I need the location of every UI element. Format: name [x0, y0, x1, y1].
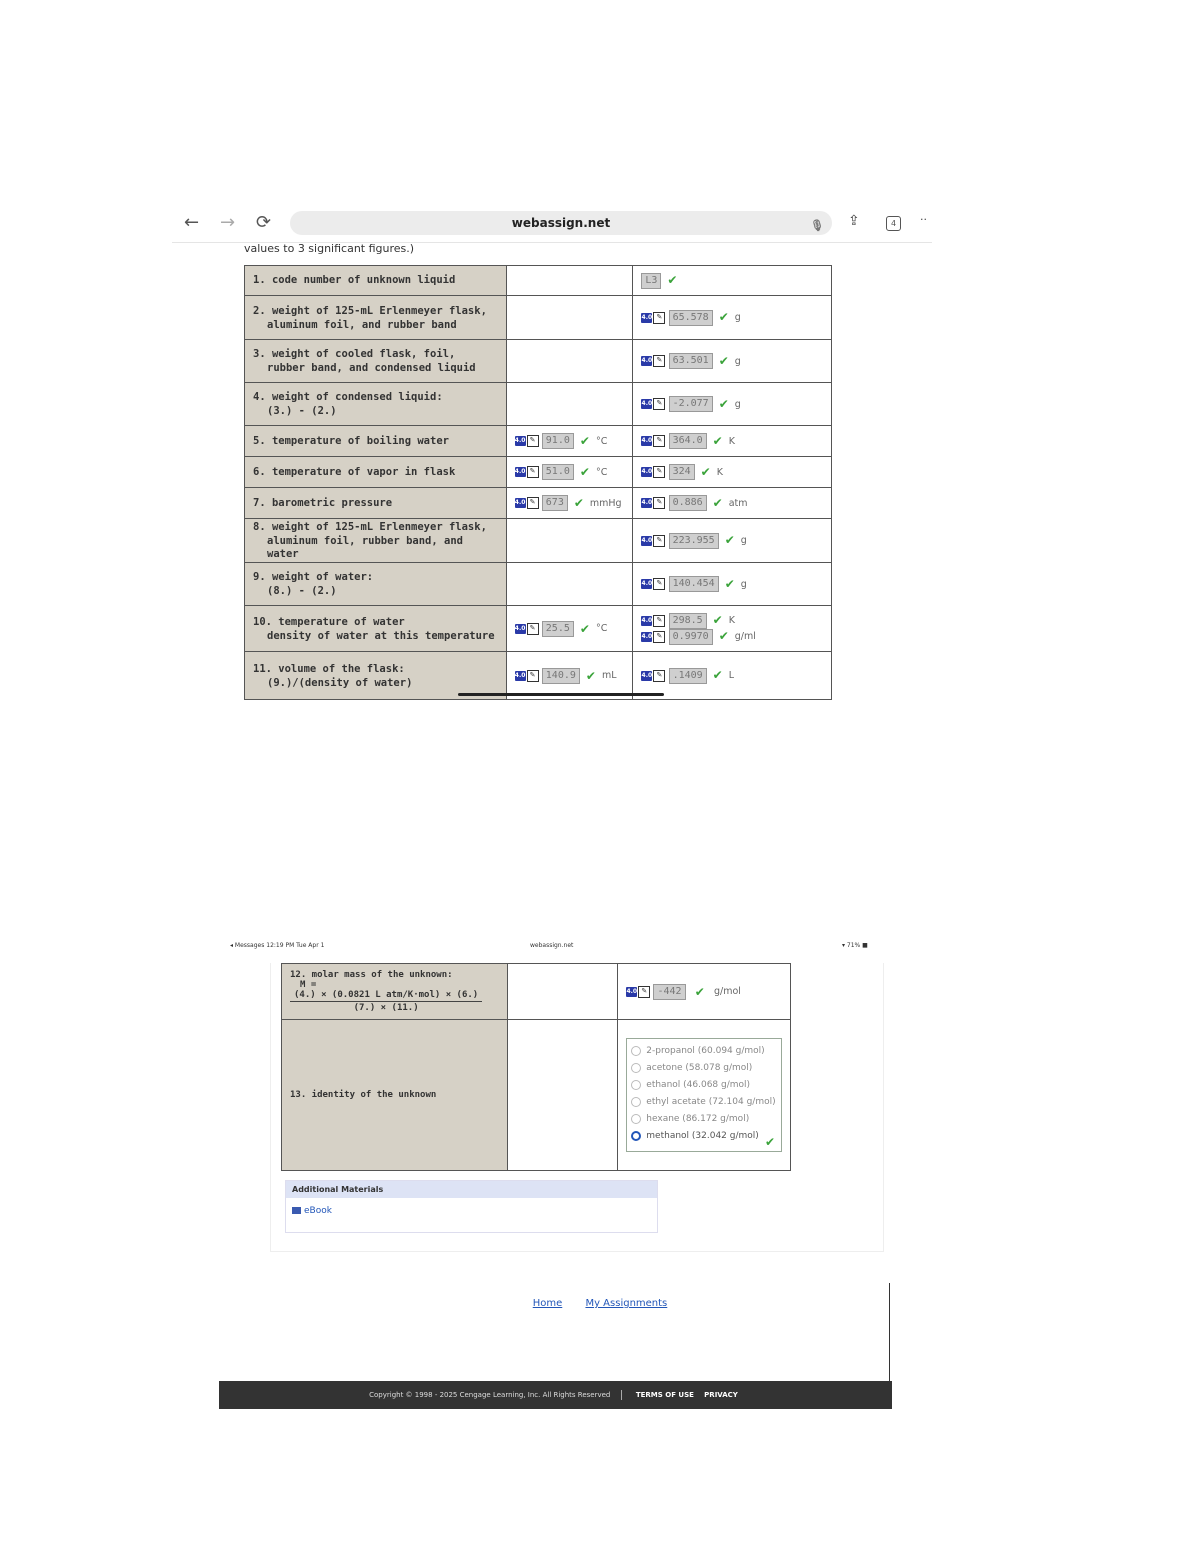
correct-check-icon: ✔	[718, 353, 729, 368]
correct-check-icon: ✔	[579, 434, 590, 448]
edit-icon[interactable]: ✎	[653, 670, 665, 682]
identity-label: 13. identity of the unknown	[282, 1020, 508, 1171]
row-label-line: rubber band, and condensed liquid	[267, 362, 476, 374]
attempt-badge: 4.0	[641, 616, 653, 624]
edit-icon[interactable]: ✎	[527, 466, 539, 478]
option-label: ethanol (46.068 g/mol)	[646, 1080, 751, 1090]
answer-line	[641, 273, 831, 289]
correct-check-icon: ✔	[700, 464, 711, 479]
correct-check-icon: ✔	[718, 629, 729, 643]
answer-line	[641, 433, 831, 449]
unit-label: atm	[728, 497, 748, 509]
answer-input[interactable]: 91.0	[542, 433, 574, 449]
answer-line	[641, 353, 831, 369]
answer-input[interactable]: 298.5	[669, 613, 707, 629]
row-label-line: 4. weight of condensed liquid:	[253, 391, 443, 403]
formula-denominator: (7.) × (11.)	[353, 1003, 419, 1014]
divider	[889, 1283, 890, 1383]
answer-input[interactable]: 63.501	[669, 353, 713, 369]
radio-button[interactable]	[631, 1097, 641, 1107]
correct-check-icon: ✔	[579, 621, 590, 636]
answer-input[interactable]: 65.578	[669, 310, 713, 326]
celsius-cell	[506, 488, 633, 519]
answer-cell	[633, 426, 832, 457]
identity-option[interactable]	[631, 1094, 777, 1111]
row-label-line: aluminum foil, rubber band, and water	[267, 535, 463, 560]
browser-toolbar	[172, 206, 932, 243]
unit-label: g	[740, 535, 747, 546]
my-assignments-link[interactable]: My Assignments	[585, 1298, 668, 1309]
unit-label: g	[734, 398, 741, 410]
answer-cell	[633, 563, 832, 606]
correct-check-icon: ✔	[667, 273, 678, 287]
tab-count-icon[interactable]: 4	[886, 216, 901, 231]
correct-check-icon: ✔	[712, 668, 723, 682]
microphone-icon[interactable]: 🎙	[810, 219, 824, 232]
table-row	[245, 340, 832, 383]
answer-input[interactable]: 0.886	[669, 495, 707, 511]
instruction-text: values to 3 significant figures.)	[244, 242, 415, 255]
attempt-badge: 4.0	[514, 468, 526, 475]
attempt-badge: 4.0	[641, 468, 653, 475]
status-left: ◂ Messages 12:19 PM Tue Apr 1	[230, 942, 325, 949]
correct-check-icon: ✔	[718, 396, 729, 411]
row-label	[245, 457, 507, 488]
identity-option[interactable]	[631, 1128, 777, 1145]
address-bar[interactable]	[290, 211, 832, 235]
row-label-line: density of water at this temperature	[267, 629, 495, 642]
row-label-line: 6. temperature of vapor in flask	[253, 465, 456, 478]
answer-line	[641, 495, 831, 511]
answer-line	[641, 668, 831, 684]
unit-label: g	[734, 355, 741, 367]
molar-answer-cell	[618, 964, 791, 1020]
identity-option[interactable]	[631, 1060, 777, 1077]
answer-cell	[633, 606, 832, 652]
attempt-badge: 4.0	[641, 536, 653, 544]
option-label: acetone (58.078 g/mol)	[646, 1063, 753, 1073]
unit-label: g	[734, 312, 741, 323]
attempt-badge: 4.0	[514, 437, 526, 444]
attempt-badge: 4.0	[514, 499, 526, 506]
edit-icon[interactable]: ✎	[653, 355, 665, 367]
edit-icon[interactable]: ✎	[653, 466, 665, 478]
attempt-badge: 4.0	[641, 400, 653, 407]
molar-mass-unit: g/mol	[714, 986, 741, 997]
unit-label: mL	[601, 670, 617, 681]
table-row	[245, 563, 832, 606]
additional-materials-header: Additional Materials	[286, 1181, 657, 1198]
row-label-line: (3.) - (2.)	[267, 405, 337, 417]
row-label	[245, 519, 507, 563]
molar-formula	[290, 990, 482, 1013]
correct-check-icon: ✔	[573, 496, 584, 510]
unit-label: °C	[595, 466, 608, 478]
unit-label: mmHg	[589, 497, 622, 509]
answer-line	[641, 533, 831, 549]
answer-input[interactable]: -2.077	[669, 396, 713, 412]
row-label-line: 1. code number of unknown liquid	[253, 274, 456, 286]
row-label-line: 10. temperature of water	[253, 615, 405, 628]
formula-numerator: (4.) × (0.0821 L atm/K·mol) × (6.)	[290, 990, 482, 1002]
divider	[621, 1390, 622, 1400]
celsius-cell	[506, 426, 633, 457]
row-label	[245, 563, 507, 606]
radio-button[interactable]	[631, 1080, 641, 1090]
answer-line	[641, 310, 831, 326]
option-label: 2-propanol (60.094 g/mol)	[646, 1046, 765, 1056]
edit-icon[interactable]: ✎	[653, 578, 665, 590]
celsius-cell	[506, 383, 633, 426]
identity-answer-cell	[618, 1020, 791, 1171]
row-label	[245, 426, 507, 457]
row-label	[245, 340, 507, 383]
identity-empty-cell	[507, 1020, 618, 1171]
table-row	[245, 383, 832, 426]
celsius-cell	[506, 519, 633, 563]
answer-input[interactable]: 324	[669, 464, 695, 480]
correct-check-icon: ✔	[579, 465, 590, 479]
row-label	[245, 488, 507, 519]
attempt-badge: 4.0	[641, 313, 653, 321]
attempt-badge: 4.0	[641, 580, 653, 587]
answer-cell	[633, 340, 832, 383]
forward-arrow-icon[interactable]: →	[220, 212, 236, 233]
edit-icon[interactable]: ✎	[653, 312, 665, 324]
answer-line	[641, 613, 831, 629]
horizontal-scrollbar[interactable]	[458, 693, 664, 696]
correct-check-icon: ✔	[724, 576, 735, 591]
table-row	[245, 488, 832, 519]
molar-lhs: M =	[300, 979, 317, 990]
attempt-badge: 4.0	[641, 499, 653, 506]
answer-cell	[633, 488, 832, 519]
more-icon[interactable]: ··	[920, 213, 927, 226]
identity-option[interactable]	[631, 1043, 777, 1060]
privacy-link[interactable]: PRIVACY	[704, 1391, 738, 1399]
answer-input[interactable]: 51.0	[542, 464, 574, 480]
home-link[interactable]: Home	[532, 1298, 563, 1309]
answer-input[interactable]: 364.0	[669, 433, 707, 449]
radio-button[interactable]	[631, 1063, 641, 1073]
molar-mass-title: 12. molar mass of the unknown:	[290, 969, 453, 980]
row-label-line: 9. weight of water:	[253, 571, 374, 583]
attempt-badge: 4.0	[626, 987, 638, 995]
additional-materials	[285, 1180, 658, 1233]
ebook-link[interactable]	[286, 1198, 657, 1224]
row-label-line: 3. weight of cooled flask, foil,	[253, 348, 456, 360]
edit-icon[interactable]: ✎	[653, 398, 665, 410]
edit-icon[interactable]: ✎	[653, 631, 665, 643]
identity-option[interactable]	[631, 1077, 777, 1094]
celsius-cell	[506, 457, 633, 488]
correct-check-icon: ✔	[585, 668, 596, 683]
answer-line	[641, 629, 831, 645]
molar-empty-cell	[507, 964, 618, 1020]
correct-check-icon: ✔	[712, 433, 723, 448]
answer-input[interactable]: .1409	[669, 668, 707, 684]
row-label-line: (8.) - (2.)	[267, 585, 337, 597]
result-table	[281, 963, 791, 1171]
attempt-badge: 4.0	[514, 671, 526, 679]
table-row	[245, 296, 832, 340]
unit-label: °C	[595, 435, 608, 447]
answer-line	[641, 464, 831, 480]
edit-icon[interactable]: ✎	[527, 497, 539, 509]
answer-cell	[633, 457, 832, 488]
answer-input[interactable]: 0.9970	[669, 629, 713, 645]
identity-option[interactable]	[631, 1111, 777, 1128]
unit-label: K	[728, 615, 735, 626]
reload-icon[interactable]: ⟳	[256, 212, 272, 233]
answer-input[interactable]: 673	[542, 495, 568, 511]
answer-input[interactable]: 140.9	[542, 668, 580, 684]
celsius-cell	[506, 563, 633, 606]
answer-input[interactable]: 25.5	[542, 621, 574, 637]
table-row	[245, 519, 832, 563]
radio-button[interactable]	[631, 1131, 641, 1141]
option-label: methanol (32.042 g/mol)	[646, 1131, 759, 1141]
table-row	[245, 457, 832, 488]
footer-links	[0, 1298, 1200, 1309]
unit-label: °C	[595, 623, 608, 634]
page-footer	[219, 1381, 892, 1409]
answer-line	[641, 576, 831, 592]
celsius-cell	[506, 606, 633, 652]
answer-cell	[633, 383, 832, 426]
edit-icon[interactable]: ✎	[653, 497, 665, 509]
table-row	[245, 606, 832, 652]
table-row	[245, 266, 832, 296]
edit-icon[interactable]: ✎	[638, 986, 650, 998]
ebook-label: eBook	[304, 1206, 332, 1216]
answer-input[interactable]: 223.955	[669, 533, 719, 549]
celsius-cell	[506, 340, 633, 383]
answer-cell	[633, 519, 832, 563]
molar-mass-label	[282, 964, 508, 1020]
attempt-badge: 4.0	[641, 437, 653, 444]
edit-icon[interactable]: ✎	[653, 615, 665, 627]
radio-button[interactable]	[631, 1046, 641, 1056]
battery-icon: ▾ 71% ■	[842, 942, 868, 949]
row-label-line: 5. temperature of boiling water	[253, 434, 449, 447]
correct-check-icon: ✔	[764, 1135, 775, 1149]
attempt-badge: 4.0	[514, 624, 526, 632]
unit-label: L	[728, 670, 735, 681]
terms-link[interactable]: TERMS OF USE	[635, 1391, 694, 1399]
answer-input[interactable]: L3	[641, 273, 661, 289]
row-label	[245, 383, 507, 426]
answer-input[interactable]: 140.454	[669, 576, 719, 592]
answer-cell	[633, 296, 832, 340]
correct-check-icon: ✔	[724, 533, 735, 547]
row-label	[245, 606, 507, 652]
row-label-line: (9.)/(density of water)	[267, 676, 413, 689]
answer-cell	[633, 266, 832, 296]
unit-label: g	[740, 578, 747, 590]
option-label: ethyl acetate (72.104 g/mol)	[646, 1097, 776, 1107]
correct-check-icon: ✔	[712, 495, 723, 510]
row-label-line: 8. weight of 125-mL Erlenmeyer flask,	[253, 521, 487, 533]
answer-line	[641, 396, 831, 412]
share-icon[interactable]: ⇪	[848, 213, 860, 229]
row-label-line: 11. volume of the flask:	[253, 662, 405, 675]
celsius-cell	[506, 266, 633, 296]
row-label-line: 7. barometric pressure	[253, 496, 393, 509]
unit-label: g/ml	[734, 631, 756, 642]
radio-button[interactable]	[631, 1114, 641, 1124]
molar-mass-input[interactable]: -442	[653, 984, 685, 1000]
edit-icon[interactable]: ✎	[527, 435, 539, 447]
row-label	[245, 266, 507, 296]
row-label-line: aluminum foil, and rubber band	[267, 318, 457, 331]
back-arrow-icon[interactable]: ←	[184, 212, 200, 233]
unit-label: K	[716, 466, 723, 478]
edit-icon[interactable]: ✎	[527, 670, 539, 682]
status-url: webassign.net	[530, 942, 574, 949]
lab-data-table	[244, 265, 832, 701]
unit-label: K	[728, 435, 735, 447]
table-row	[245, 426, 832, 457]
row-label	[245, 296, 507, 340]
correct-check-icon: ✔	[718, 310, 729, 324]
ipad-status-bar	[230, 942, 885, 956]
edit-icon[interactable]: ✎	[527, 623, 539, 635]
attempt-badge: 4.0	[641, 671, 653, 679]
identity-choices	[626, 1038, 782, 1152]
copyright-text: Copyright © 1998 - 2025 Cengage Learning, Inc. All Rights Reserved	[369, 1391, 611, 1399]
book-icon	[292, 1207, 301, 1214]
correct-check-icon: ✔	[712, 613, 723, 627]
option-label: hexane (86.172 g/mol)	[646, 1114, 750, 1124]
celsius-cell	[506, 296, 633, 340]
url-text: webassign.net	[511, 216, 611, 230]
attempt-badge: 4.0	[641, 357, 653, 364]
row-label-line: 2. weight of 125-mL Erlenmeyer flask,	[253, 304, 487, 317]
attempt-badge: 4.0	[641, 632, 653, 640]
correct-check-icon: ✔	[694, 984, 705, 999]
edit-icon[interactable]: ✎	[653, 535, 665, 547]
edit-icon[interactable]: ✎	[653, 435, 665, 447]
